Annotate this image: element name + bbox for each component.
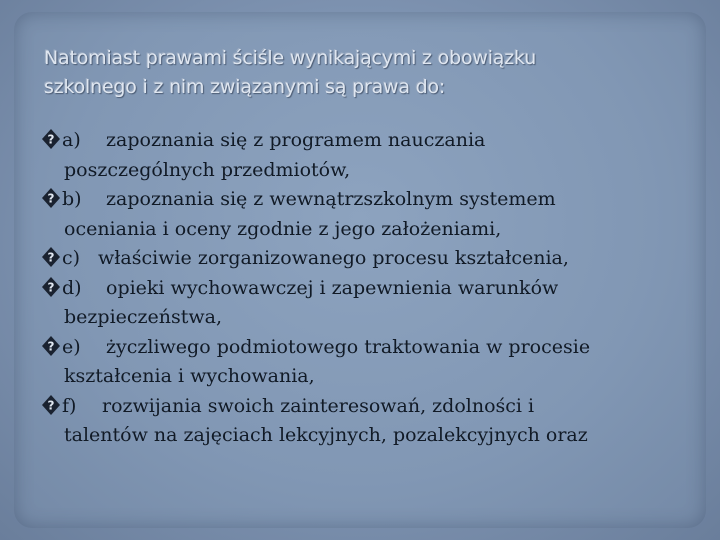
list-item xyxy=(42,392,692,451)
list-item xyxy=(42,185,692,244)
list-item xyxy=(42,333,692,392)
list-item-continuation: oceniania i oceny zgodnie z jego założeniami, xyxy=(64,217,502,240)
svg-text:?: ? xyxy=(47,132,55,147)
list-item xyxy=(42,126,692,185)
item-marker: a) xyxy=(62,129,81,151)
replacement-character-icon xyxy=(42,277,60,297)
list-item-continuation: talentów na zajęciach lekcyjnych, pozalekcyjnych oraz xyxy=(64,424,588,446)
replacement-character-icon xyxy=(42,188,60,208)
item-marker: b) xyxy=(62,188,82,210)
list-item-first-line xyxy=(42,244,692,274)
list-item-continuation: poszczególnych przedmiotów, xyxy=(64,158,351,181)
svg-text:?: ? xyxy=(47,339,55,353)
item-text: opieki wychowawczej i zapewnienia warunków xyxy=(106,276,559,299)
list-item-continuation: kształcenia i wychowania, xyxy=(64,365,315,387)
replacement-character-icon xyxy=(42,247,60,267)
list-item-first-line xyxy=(42,126,692,156)
item-marker: d) xyxy=(62,276,82,299)
item-text: właściwie zorganizowanego procesu kształcenia, xyxy=(98,247,569,269)
replacement-character-icon xyxy=(42,129,60,149)
list-item xyxy=(42,244,692,274)
list-item-first-line xyxy=(42,333,692,363)
svg-text:?: ? xyxy=(47,280,55,294)
item-marker: f) xyxy=(62,394,77,417)
svg-text:?: ? xyxy=(47,398,55,412)
list-item-continuation: bezpieczeństwa, xyxy=(64,306,223,328)
item-marker: e) xyxy=(62,335,81,358)
item-text: zapoznania się z wewnątrzszkolnym systemem xyxy=(106,188,556,210)
replacement-character-icon xyxy=(42,395,60,415)
title-line: Natomiast prawami ściśle wynikającymi z obowiązku xyxy=(44,47,537,69)
list-item-first-line xyxy=(42,274,692,304)
replacement-character-icon xyxy=(42,336,60,356)
item-text: życzliwego podmiotowego traktowania w procesie xyxy=(106,335,591,358)
item-marker: c) xyxy=(62,247,81,269)
item-text: zapoznania się z programem nauczania xyxy=(106,129,486,151)
slide-title xyxy=(44,44,684,102)
svg-text:?: ? xyxy=(47,191,55,206)
list-item-first-line xyxy=(42,392,692,422)
list-item-first-line xyxy=(42,185,692,215)
list-item xyxy=(42,274,692,333)
title-line: szkolnego i z nim związanymi są prawa do: xyxy=(44,76,446,98)
item-text: rozwijania swoich zainteresowań, zdolności i xyxy=(102,394,535,417)
rights-list xyxy=(42,126,692,451)
svg-text:?: ? xyxy=(47,250,55,265)
